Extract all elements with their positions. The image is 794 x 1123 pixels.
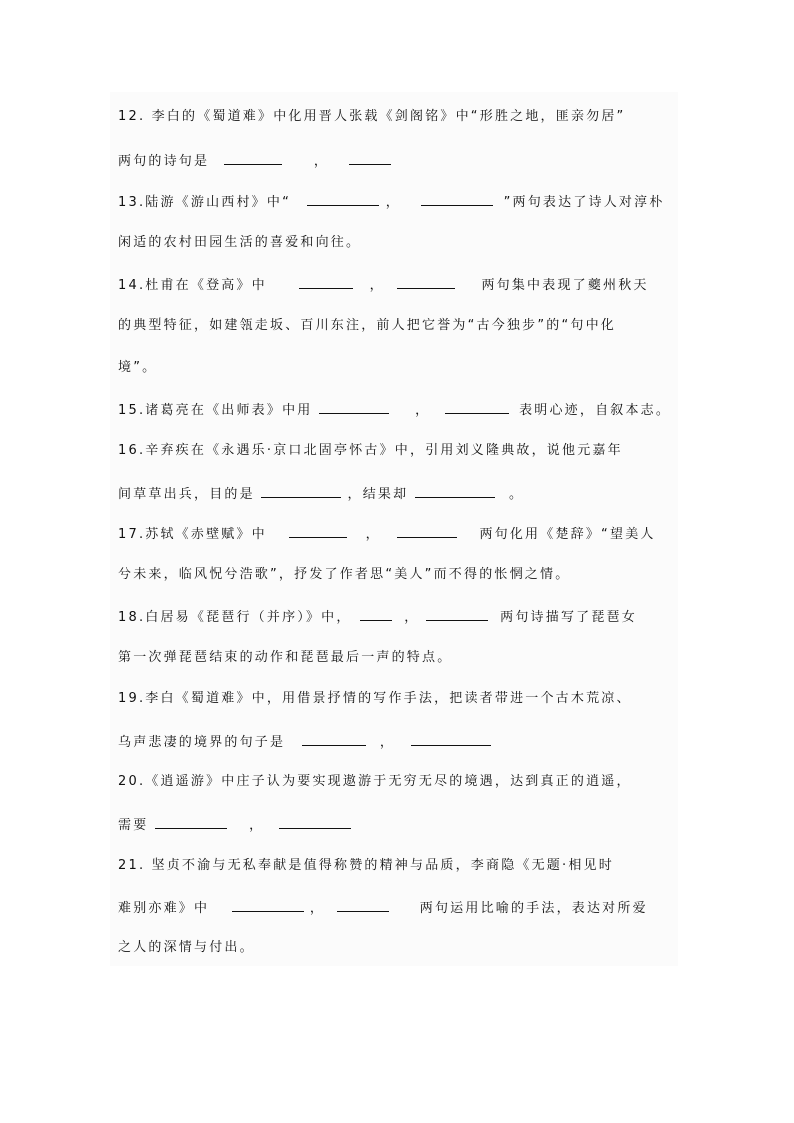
q14-line1 (118, 276, 649, 294)
q21-line3: 之人的深情与付出。 (118, 940, 255, 955)
q18-prompt-end: 两句诗描写了琵琶女 (500, 610, 637, 625)
q19-line2 (118, 733, 491, 751)
q17-line1 (118, 525, 656, 543)
q19-comma: ， (379, 735, 396, 750)
q12-blank-1[interactable] (224, 152, 282, 165)
q15-prompt-end: 表明心迹，自叙本志。 (519, 403, 672, 418)
q16-blank-2[interactable] (415, 485, 495, 498)
q17-line2: 兮未来，临风怳兮浩歌”，抒发了作者思“美人”而不得的怅惘之情。 (118, 567, 571, 582)
q14-line3: 境”。 (118, 360, 158, 375)
q21-prompt: 难别亦难》中 (118, 901, 210, 916)
q19-prompt: 乌声悲凄的境界的句子是 (118, 735, 286, 750)
q16-line2 (118, 485, 524, 503)
q20-blank-1[interactable] (155, 816, 227, 829)
q19-blank-2[interactable] (411, 733, 491, 746)
q17-prompt-end: 两句化用《楚辞》“望美人 (479, 527, 656, 542)
q13-blank-2[interactable] (421, 193, 493, 206)
q21-blank-1[interactable] (232, 899, 304, 912)
q12-line1: 12. 李白的《蜀道难》中化用晋人张载《剑阁铭》中“形胜之地，匪亲勿居” (118, 109, 626, 124)
q20-comma: ， (249, 818, 265, 833)
q17-blank-1[interactable] (289, 525, 347, 538)
q16-blank-1[interactable] (261, 485, 341, 498)
q14-prompt: 14.杜甫在《登高》中 (118, 278, 267, 293)
q12-blank-2[interactable] (349, 152, 391, 165)
q18-comma: ， (404, 610, 420, 625)
q21-comma: ， (309, 901, 326, 916)
q18-prompt: 18.白居易《琵琶行（并序）》中， (118, 610, 352, 625)
q15-line1 (118, 401, 671, 419)
q16-prompt-mid: ，结果却 (347, 487, 409, 502)
q18-blank-1[interactable] (360, 608, 392, 621)
q14-blank-1[interactable] (299, 276, 353, 289)
q19-line1: 19.李白《蜀道难》中，用借景抒情的写作手法，把读者带进一个古木荒凉、 (118, 691, 632, 706)
q21-line2 (118, 899, 648, 917)
q13-blank-1[interactable] (307, 193, 379, 206)
q17-blank-2[interactable] (397, 525, 457, 538)
q13-prompt: 13.陆游《游山西村》中“ (118, 195, 292, 210)
q20-line2 (118, 816, 351, 834)
q17-comma: ， (365, 527, 381, 542)
q18-blank-2[interactable] (426, 608, 488, 621)
q16-prompt: 间草草出兵，目的是 (118, 487, 255, 502)
q12-prompt: 两句的诗句是 (118, 154, 210, 169)
q21-blank-2[interactable] (337, 899, 389, 912)
q12-comma: ， (313, 154, 330, 169)
q21-prompt-end: 两句运用比喻的手法，表达对所爱 (419, 901, 648, 916)
q16-line1: 16.辛弃疾在《永遇乐·京口北固亭怀古》中，引用刘义隆典故，说他元嘉年 (118, 443, 623, 458)
q20-prompt: 需要 (118, 818, 149, 833)
q18-line1 (118, 608, 637, 626)
q13-line2: 闲适的农村田园生活的喜爱和向往。 (118, 235, 362, 250)
q15-blank-1[interactable] (319, 401, 389, 414)
q14-prompt-end: 两句集中表现了夔州秋天 (481, 278, 649, 293)
q15-prompt: 15.诸葛亮在《出师表》中用 (118, 403, 313, 418)
q12-line2 (118, 152, 391, 170)
q20-line1: 20.《逍遥游》中庄子认为要实现遨游于无穷无尽的境遇，达到真正的逍遥， (118, 774, 632, 789)
q14-comma: ， (369, 278, 385, 293)
q15-blank-2[interactable] (445, 401, 509, 414)
q20-blank-2[interactable] (279, 816, 351, 829)
q19-blank-1[interactable] (302, 733, 366, 746)
q17-prompt: 17.苏轼《赤壁赋》中 (118, 527, 267, 542)
q14-line2: 的典型特征，如建瓴走坂、百川东注，前人把它誉为“古今独步”的“句中化 (118, 318, 617, 333)
q13-line1 (118, 193, 665, 211)
q14-blank-2[interactable] (397, 276, 455, 289)
q16-period: 。 (509, 487, 525, 502)
q15-comma: ， (415, 403, 431, 418)
q21-line1: 21. 坚贞不渝与无私奉献是值得称赞的精神与品质，李商隐《无题·相见时 (118, 858, 614, 873)
q13-comma: ， (385, 195, 401, 210)
q13-prompt-end: ”两句表达了诗人对淳朴 (503, 195, 665, 210)
q18-line2: 第一次弹琵琶结束的动作和琵琶最后一声的特点。 (118, 650, 453, 665)
